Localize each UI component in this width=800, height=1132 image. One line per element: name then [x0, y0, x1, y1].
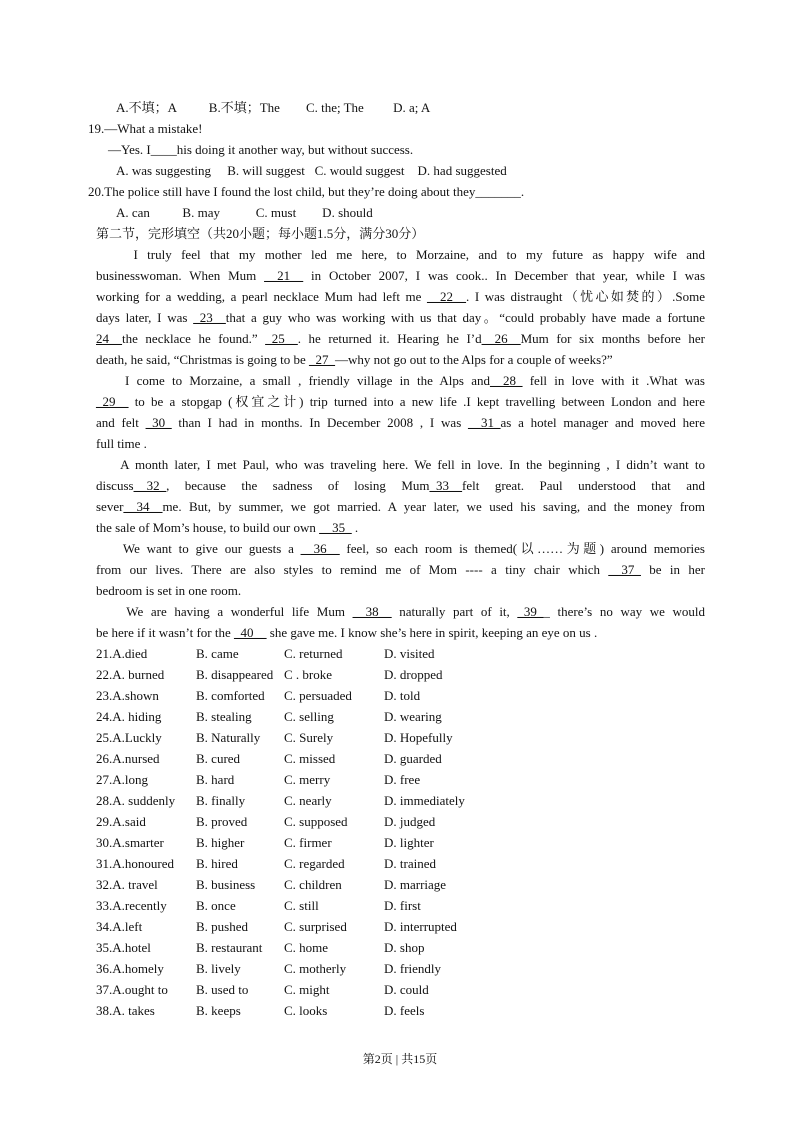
option-text: D. free [384, 772, 421, 787]
blank: _39_ [517, 604, 544, 619]
option-text: D. judged [384, 814, 436, 829]
passage-line [96, 372, 705, 390]
passage-text: , because the sadness of losing Mum [166, 478, 430, 493]
option-text: C. still [284, 898, 319, 913]
passage-text: the necklace he found.” [122, 331, 266, 346]
option-text: B. stealing [196, 709, 252, 724]
option-text: C. might [284, 982, 330, 997]
option-text: B. finally [196, 793, 246, 808]
option-text: C. supposed [284, 814, 348, 829]
blank: _30_ [145, 415, 172, 430]
option-text: 22.A. burned [96, 667, 165, 682]
passage-text: _ there’s no way we would [543, 604, 706, 619]
passage-line [96, 603, 705, 621]
passage-text: death, he said, “Christmas is going to be [96, 352, 310, 367]
passage-line [96, 519, 705, 537]
option-text: B. hard [196, 772, 235, 787]
option-text: C. merry [284, 772, 331, 787]
q19-reply: —Yes. I____his doing it another way, but without success. [108, 142, 414, 157]
passage-text: . [351, 520, 359, 535]
option-text: C. home [284, 940, 329, 955]
option-text: B. proved [196, 814, 248, 829]
option-text: B. came [196, 646, 239, 661]
option-text: C. selling [284, 709, 334, 724]
option-text: C. children [284, 877, 342, 892]
option-text: D. trained [384, 856, 436, 871]
passage-line [96, 498, 705, 516]
blank: __31_ [468, 415, 501, 430]
option-text: 37.A.ought to [96, 982, 168, 997]
passage-text: days later, I was [96, 310, 194, 325]
option-text: 27.A.long [96, 772, 148, 787]
option-text: C. regarded [284, 856, 345, 871]
option-text: 36.A.homely [96, 961, 164, 976]
option-text: 31.A.honoured [96, 856, 174, 871]
blank: _25__ [265, 331, 298, 346]
passage-text: businesswoman. When Mum [96, 268, 265, 283]
passage-line [96, 477, 705, 495]
option-text: D. visited [384, 646, 435, 661]
option-text: D. marriage [384, 877, 447, 892]
option-text: B. Naturally [196, 730, 261, 745]
passage-line [96, 456, 705, 474]
passage-text: I truly feel that my mother led me here, to Morzaine, and to my future as happy wife and [96, 247, 705, 262]
section-title: 第二节，完形填空（共20小题；每小题1.5分，满分30分） [96, 226, 425, 241]
option-text: C. nearly [284, 793, 332, 808]
passage-line [96, 309, 705, 327]
blank: __34__ [123, 499, 163, 514]
option-text: 29.A.said [96, 814, 146, 829]
passage-text: We are having a wonderful life Mum [96, 604, 353, 619]
option-text: D. wearing [384, 709, 442, 724]
passage-text: . he returned it. Hearing he I’d [297, 331, 482, 346]
passage-text: I come to Morzaine, a small , friendly village in the Alps and [96, 373, 490, 388]
passage-text: naturally part of it, [391, 604, 518, 619]
passage-text: that a guy who was working with us that day。“could probably have made a fortune [225, 310, 706, 325]
passage-line [96, 624, 705, 642]
passage-text: and felt [96, 415, 146, 430]
option-text: D. interrupted [384, 919, 457, 934]
option-text: B. once [196, 898, 236, 913]
option-text: C. missed [284, 751, 336, 766]
option-text: D. could [384, 982, 429, 997]
passage-text: We want to give our guests a [96, 541, 301, 556]
blank: _23__ [193, 310, 226, 325]
option-text: C . broke [284, 667, 333, 682]
blank: __32_ [133, 478, 167, 493]
blank: _27_ [309, 352, 336, 367]
option-text: D. lighter [384, 835, 434, 850]
option-text: C. surprised [284, 919, 347, 934]
option-text: D. guarded [384, 751, 442, 766]
passage-line [96, 351, 705, 369]
option-text: 35.A.hotel [96, 940, 151, 955]
passage-line [96, 393, 705, 411]
option-text: B. keeps [196, 1003, 241, 1018]
passage-text: sever [96, 499, 124, 514]
blank: _29__ [96, 394, 129, 409]
option-text: D. immediately [384, 793, 465, 808]
q20-options: A. can B. may C. must D. should [116, 205, 373, 220]
option-text: D. feels [384, 1003, 425, 1018]
passage-text: as a hotel manager and moved here [500, 415, 706, 430]
blank: __38__ [352, 604, 392, 619]
q20-stem: 20.The police still have I found the lost child, but they’re doing about they_______. [88, 184, 525, 199]
option-text: C. Surely [284, 730, 334, 745]
q19-options: A. was suggesting B. will suggest C. would suggest D. had suggested [116, 163, 507, 178]
passage-text: bedroom is set in one room. [96, 583, 242, 598]
option-text: 33.A.recently [96, 898, 167, 913]
passage-text: from our lives. There are also styles to remind me of Mom ---- a tiny chair which [96, 562, 609, 577]
passage-text: than I had in months. In December 2008 , I was [171, 415, 469, 430]
passage-text: be here if it wasn’t for the [96, 625, 235, 640]
passage-line [96, 246, 705, 264]
blank: __26__ [481, 331, 521, 346]
passage-line [96, 288, 705, 306]
blank: __36__ [300, 541, 340, 556]
blank: 24__ [96, 331, 122, 346]
passage-line [96, 435, 705, 453]
option-text: 26.A.nursed [96, 751, 160, 766]
option-text: D. first [384, 898, 421, 913]
passage-text: felt great. Paul understood that and [462, 478, 705, 493]
q18-options: A.不填；A B.不填；The C. the; The D. a; A [116, 100, 431, 115]
option-text: D. shop [384, 940, 425, 955]
option-text: B. comforted [196, 688, 265, 703]
passage-text: fell in love with it .What was [522, 373, 705, 388]
passage-text: working for a wedding, a pearl necklace Mum had left me [96, 289, 427, 304]
passage-text: discuss [96, 478, 134, 493]
option-text: B. lively [196, 961, 241, 976]
passage-text: be in her [640, 562, 706, 577]
option-text: B. business [196, 877, 256, 892]
blank: __35_ [319, 520, 352, 535]
passage-text: she gave me. I know she’s here in spirit, keeping an eye on us . [266, 625, 598, 640]
option-text: C. looks [284, 1003, 328, 1018]
blank: __21__ [264, 268, 304, 283]
blank: _40__ [234, 625, 267, 640]
option-text: 24.A. hiding [96, 709, 162, 724]
option-text: B. pushed [196, 919, 248, 934]
passage-text: the sale of Mom’s house, to build our own [96, 520, 320, 535]
option-text: 25.A.Luckly [96, 730, 162, 745]
q19-stem: 19.—What a mistake! [88, 121, 203, 136]
option-text: B. hired [196, 856, 238, 871]
option-text: C. firmer [284, 835, 332, 850]
option-text: D. friendly [384, 961, 442, 976]
option-text: 34.A.left [96, 919, 143, 934]
passage-text: feel, so each room is themed(以……为题) around memories [339, 541, 705, 556]
passage-line [96, 540, 705, 558]
passage-text: me. But, by summer, we got married. A year later, we used his saving, and the money from [162, 499, 705, 514]
passage-line [96, 582, 705, 600]
blank: __22__ [427, 289, 466, 304]
passage-line [96, 414, 705, 432]
option-text: 28.A. suddenly [96, 793, 176, 808]
option-text: 21.A.died [96, 646, 148, 661]
option-text: 30.A.smarter [96, 835, 164, 850]
passage-text: full time . [96, 436, 147, 451]
option-text: B. higher [196, 835, 245, 850]
option-text: D. Hopefully [384, 730, 453, 745]
passage-text: Mum for six months before her [520, 331, 705, 346]
option-text: B. cured [196, 751, 241, 766]
option-text: C. motherly [284, 961, 347, 976]
passage-line [96, 561, 705, 579]
passage-text: . I was distraught（忧心如焚的）.Some [466, 289, 706, 304]
option-text: B. restaurant [196, 940, 263, 955]
option-text: 23.A.shown [96, 688, 159, 703]
blank: __28_ [489, 373, 523, 388]
option-text: 38.A. takes [96, 1003, 155, 1018]
option-text: B. used to [196, 982, 249, 997]
option-text: D. told [384, 688, 421, 703]
option-text: 32.A. travel [96, 877, 158, 892]
blank: _33__ [429, 478, 463, 493]
blank: __37_ [608, 562, 641, 577]
passage-text: in October 2007, I was cook.. In December that year, while I was [303, 268, 706, 283]
page-footer: 第2页 | 共15页 [362, 1052, 438, 1066]
option-text: C. persuaded [284, 688, 352, 703]
passage-text: A month later, I met Paul, who was traveling here. We fell in love. In the beginning , I didn’t want to [96, 457, 705, 472]
option-text: D. dropped [384, 667, 443, 682]
passage-text: —why not go out to the Alps for a couple of weeks?” [335, 352, 613, 367]
option-text: B. disappeared [196, 667, 274, 682]
passage-line [96, 330, 705, 348]
passage-text: to be a stopgap (权宜之计) trip turned into a new life .I kept travelling between London and here [128, 394, 705, 409]
option-text: C. returned [284, 646, 343, 661]
passage-line [96, 267, 705, 285]
